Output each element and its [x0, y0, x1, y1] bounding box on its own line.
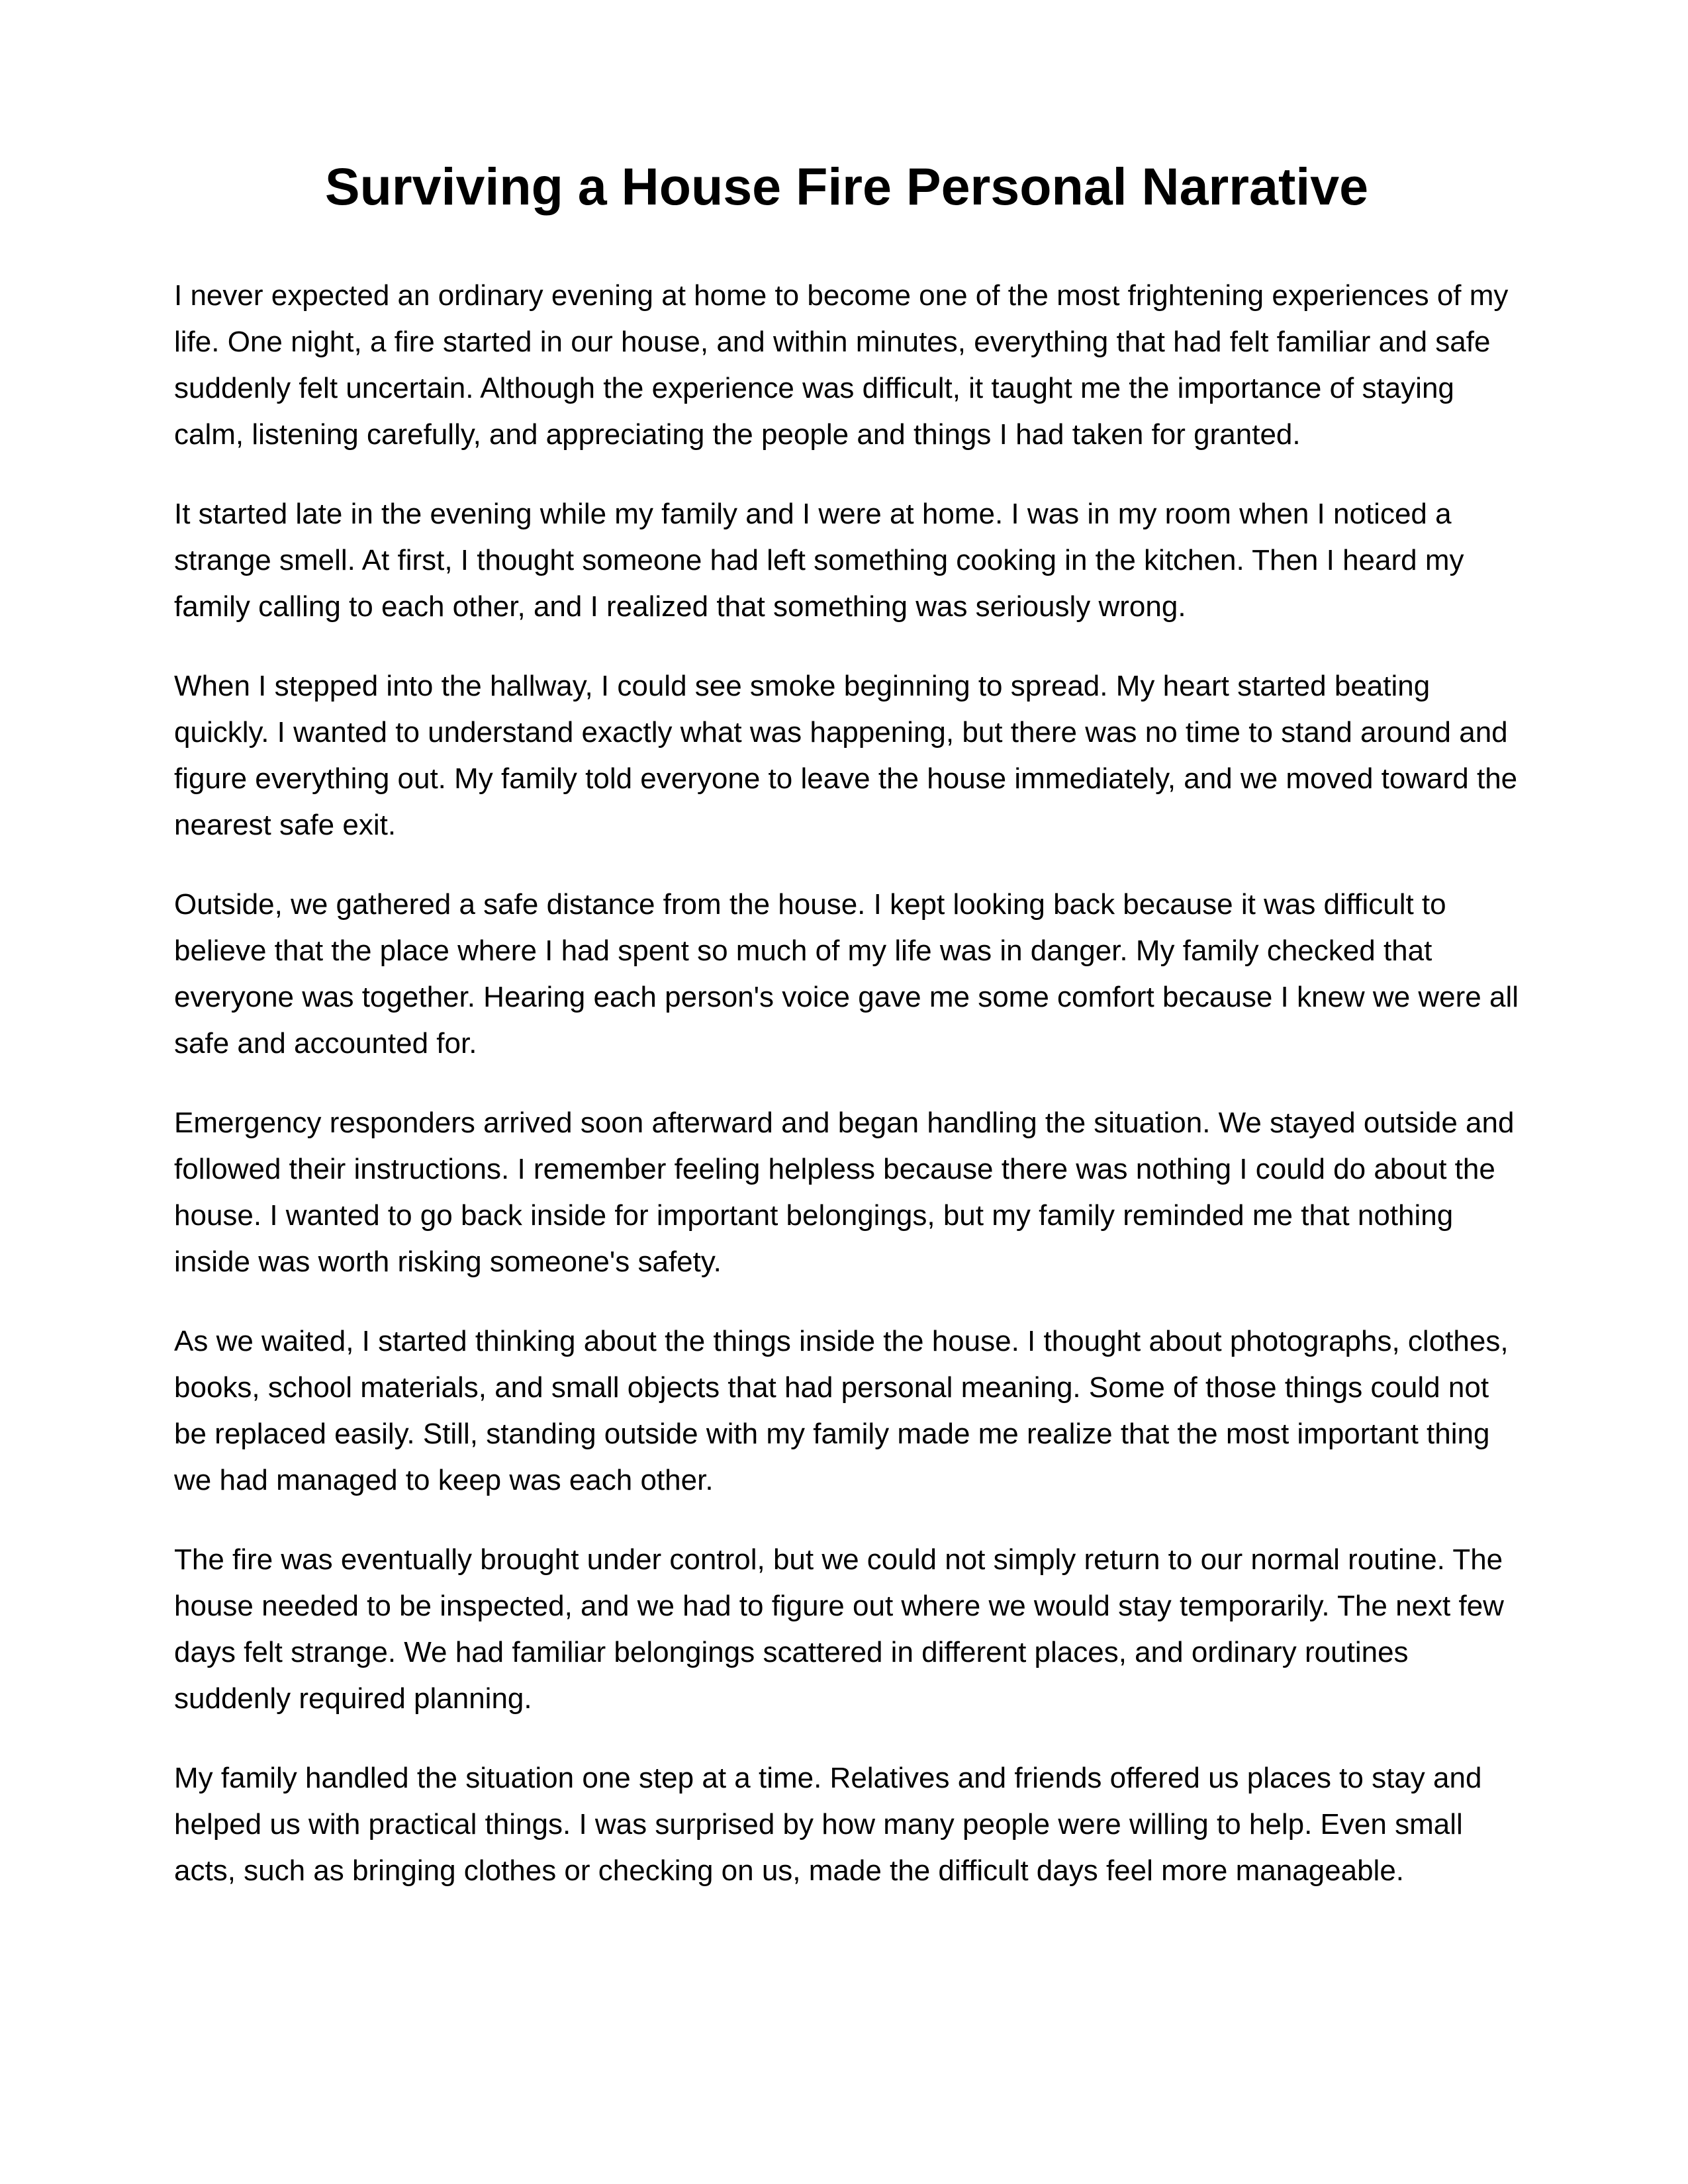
- paragraph-8: My family handled the situation one step at a time. Relatives and friends offered us places to stay and helped us with practical things. I was surprised by how many people were willing to help. Even small acts, such as bringing clothes or checking on us, made the difficult days feel more manageable.: [174, 1762, 1482, 1887]
- paragraph-4: Outside, we gathered a safe distance from the house. I kept looking back because it was difficult to believe that the place where I had spent so much of my life was in danger. My family checked that everyone was together. Hearing each person's voice gave me some comfort because I knew we were all safe and accounted for.: [174, 888, 1519, 1060]
- paragraph-5: Emergency responders arrived soon afterward and began handling the situation. We stayed outside and followed their instructions. I remember feeling helpless because there was nothing I could do about the house. I wanted to go back inside for important belongings, but my family reminded me that nothing inside was worth risking someone's safety.: [174, 1107, 1515, 1278]
- paragraph-1: I never expected an ordinary evening at home to become one of the most frightening experiences of my life. One night, a fire started in our house, and within minutes, everything that had felt familiar and safe suddenly felt uncertain. Although the experience was difficult, it taught me the importance of staying calm, listening carefully, and appreciating the people and things I had taken for granted.: [174, 279, 1509, 451]
- paragraph-2: It started late in the evening while my family and I were at home. I was in my room when I noticed a strange smell. At first, I thought someone had left something cooking in the kitchen. Then I heard my family calling to each other, and I realized that something was seriously wrong.: [174, 498, 1464, 623]
- document-page: [174, 154, 1519, 1927]
- paragraph-3: When I stepped into the hallway, I could see smoke beginning to spread. My heart started beating quickly. I wanted to understand exactly what was happening, but there was no time to stand around and figure everything out. My family told everyone to leave the house immediately, and we moved toward the nearest safe exit.: [174, 670, 1518, 841]
- paragraph-7: The fire was eventually brought under control, but we could not simply return to our normal routine. The house needed to be inspected, and we had to figure out where we would stay temporarily. The next few days felt strange. We had familiar belongings scattered in different places, and ordinary routines suddenly required planning.: [174, 1543, 1504, 1715]
- document-body: [174, 273, 1519, 1894]
- document-title: Surviving a House Fire Personal Narrative: [324, 157, 1369, 216]
- paragraph-6: As we waited, I started thinking about the things inside the house. I thought about photographs, clothes, books, school materials, and small objects that had personal meaning. Some of those things could not be replaced easily. Still, standing outside with my family made me realize that the most important thing we had managed to keep was each other.: [174, 1325, 1509, 1496]
